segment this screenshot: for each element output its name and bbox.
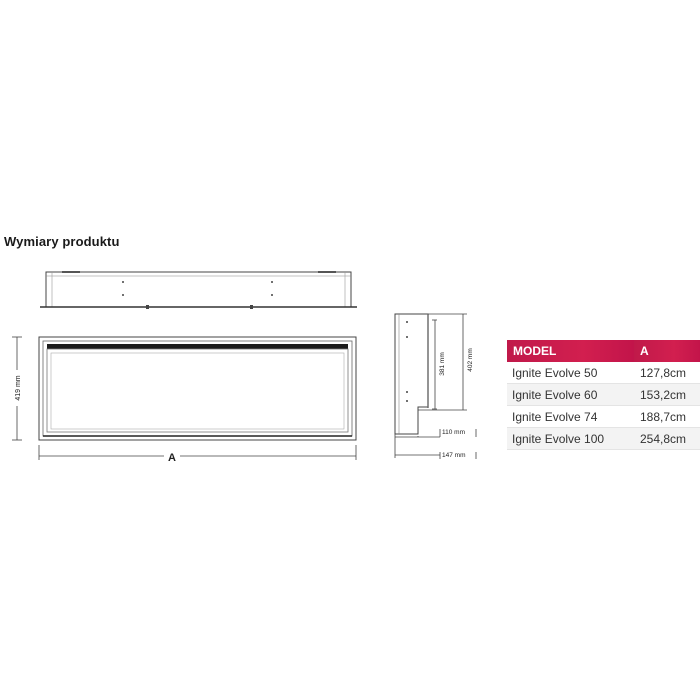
side-view — [395, 314, 467, 458]
side-outer-height-label: 402 mm — [467, 348, 474, 372]
depth-outer-label: 147 mm — [442, 452, 466, 459]
section-title: Wymiary produktu — [4, 234, 120, 249]
model-cell: Ignite Evolve 74 — [507, 406, 634, 428]
column-header-model: MODEL — [507, 340, 634, 362]
table-row — [507, 362, 700, 384]
column-header-a: A — [634, 340, 700, 362]
side-inner-height-label: 381 mm — [439, 352, 446, 376]
table-row — [507, 406, 700, 428]
table-row — [507, 384, 700, 406]
dimension-a-cell: 127,8cm — [634, 362, 700, 384]
model-dimensions-table — [507, 340, 700, 450]
table-row — [507, 428, 700, 450]
width-label: A — [168, 452, 176, 464]
front-view — [12, 337, 356, 460]
top-view — [40, 271, 357, 309]
front-height-label: 419 mm — [15, 375, 22, 401]
model-cell: Ignite Evolve 60 — [507, 384, 634, 406]
model-cell: Ignite Evolve 50 — [507, 362, 634, 384]
dimension-a-cell: 188,7cm — [634, 406, 700, 428]
model-cell: Ignite Evolve 100 — [507, 428, 634, 450]
dimension-a-cell: 254,8cm — [634, 428, 700, 450]
depth-inner-label: 110 mm — [442, 429, 465, 436]
table-header-row — [507, 340, 700, 362]
dimension-a-cell: 153,2cm — [634, 384, 700, 406]
